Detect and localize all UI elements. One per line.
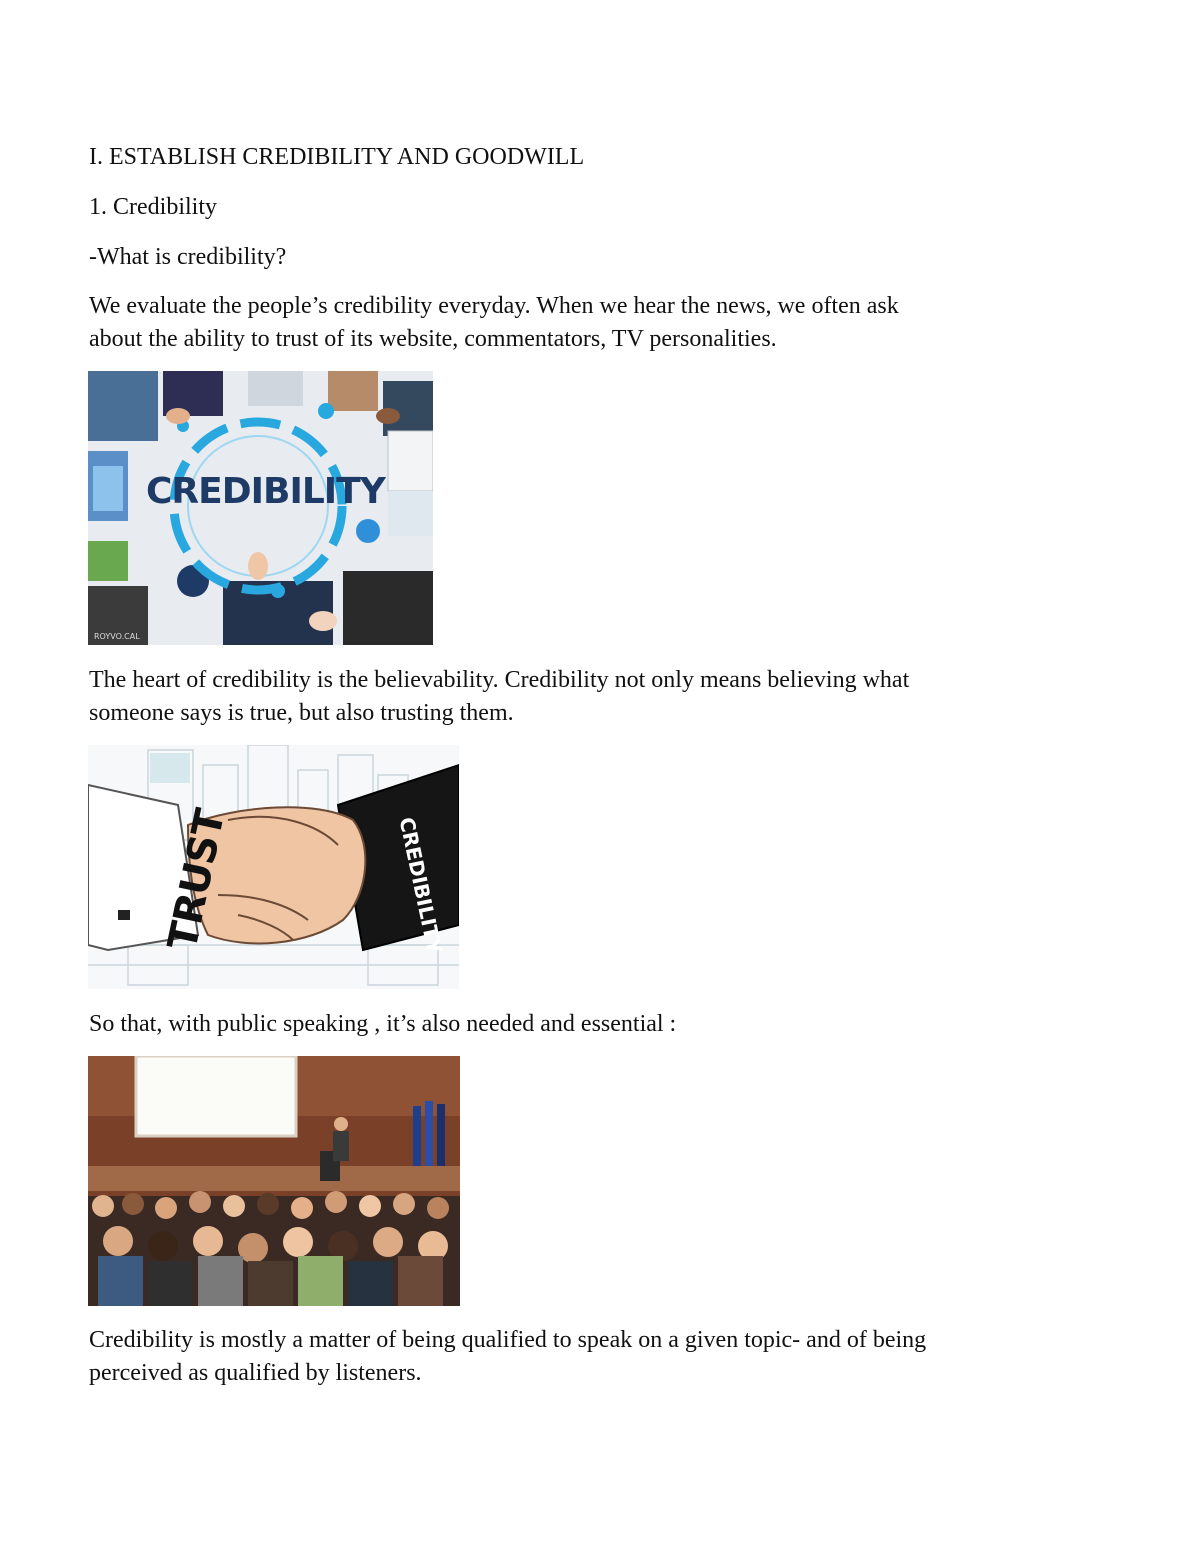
- paragraph-evaluate: [89, 290, 1079, 356]
- paragraph-line: someone says is true, but also trusting them.: [89, 700, 514, 726]
- paragraph-heart: [89, 664, 1079, 730]
- credibility-collage-image: [88, 371, 433, 645]
- paragraph-line: The heart of credibility is the believability. Credibility not only means believing what: [89, 667, 910, 693]
- paragraph-line: perceived as qualified by listeners.: [89, 1360, 422, 1386]
- handshake-illustration: [88, 745, 459, 989]
- paragraph-public-speaking: So that, with public speaking , it’s also needed and essential :: [89, 1011, 677, 1037]
- collage-word: CREDIBILITY: [146, 471, 385, 512]
- question-text: -What is credibility?: [89, 244, 287, 270]
- credibility-sleeve-label: CREDIBILITY: [394, 815, 447, 956]
- collage-watermark: ROYVO.CAL: [94, 632, 140, 641]
- handshake-image: [88, 745, 459, 989]
- subsection-heading: 1. Credibility: [89, 194, 217, 220]
- trust-sleeve-label: TRUST: [159, 805, 235, 955]
- paragraph-line: about the ability to trust of its website, commentators, TV personalities.: [89, 326, 777, 352]
- section-heading: I. ESTABLISH CREDIBILITY AND GOODWILL: [89, 144, 585, 170]
- paragraph-qualified: [89, 1324, 1079, 1390]
- conference-audience-image: [88, 1056, 460, 1306]
- paragraph-line: Credibility is mostly a matter of being qualified to speak on a given topic- and of being: [89, 1327, 927, 1353]
- paragraph-line: We evaluate the people’s credibility everyday. When we hear the news, we often ask: [89, 293, 899, 319]
- conference-illustration: [88, 1056, 460, 1306]
